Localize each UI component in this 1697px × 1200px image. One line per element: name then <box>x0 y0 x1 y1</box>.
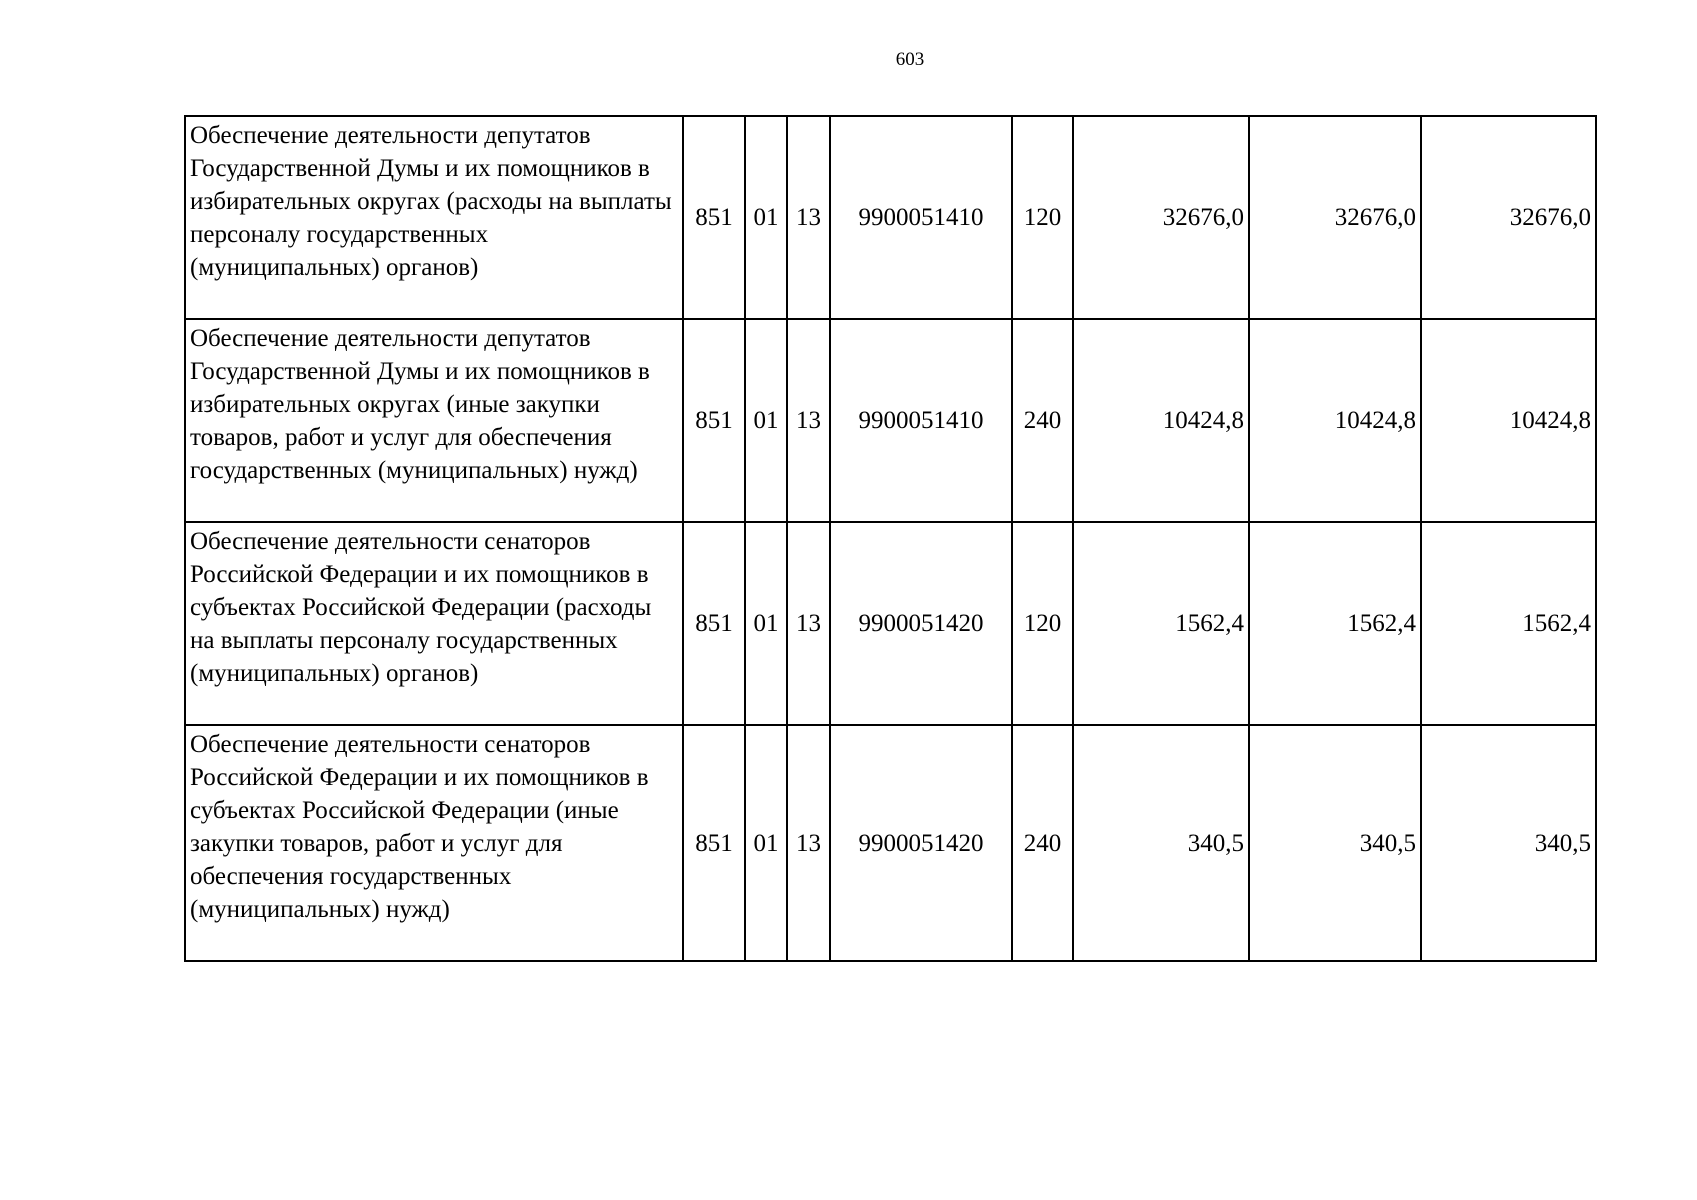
target-article-cell: 9900051410 <box>830 319 1012 522</box>
amount-cell-3: 32676,0 <box>1421 116 1596 319</box>
ministry-code-cell: 851 <box>683 522 745 725</box>
amount-cell-3: 10424,8 <box>1421 319 1596 522</box>
subsection-code-cell: 13 <box>787 725 830 961</box>
amount-cell-2: 340,5 <box>1249 725 1421 961</box>
expense-name-cell: Обеспечение деятельности сенаторов Российской Федерации и их помощников в субъектах Российской Федерации (расходы на выплаты персоналу государственных (муниципальных) органов) <box>185 522 683 725</box>
ministry-code-cell: 851 <box>683 319 745 522</box>
subsection-code-cell: 13 <box>787 116 830 319</box>
target-article-cell: 9900051410 <box>830 116 1012 319</box>
amount-cell-2: 10424,8 <box>1249 319 1421 522</box>
ministry-code-cell: 851 <box>683 725 745 961</box>
budget-table <box>184 115 1597 962</box>
amount-cell-1: 340,5 <box>1073 725 1249 961</box>
expense-type-cell: 240 <box>1012 319 1073 522</box>
ministry-code-cell: 851 <box>683 116 745 319</box>
amount-cell-2: 1562,4 <box>1249 522 1421 725</box>
page-number: 603 <box>895 49 925 70</box>
target-article-cell: 9900051420 <box>830 725 1012 961</box>
expense-name-cell: Обеспечение деятельности депутатов Государственной Думы и их помощников в избирательных округах (иные закупки товаров, работ и услуг для обеспечения государственных (муниципальных) нужд) <box>185 319 683 522</box>
expense-type-cell: 120 <box>1012 116 1073 319</box>
table-row <box>185 116 1596 319</box>
table-row <box>185 319 1596 522</box>
target-article-cell: 9900051420 <box>830 522 1012 725</box>
section-code-cell: 01 <box>745 725 787 961</box>
section-code-cell: 01 <box>745 522 787 725</box>
expense-name-cell: Обеспечение деятельности сенаторов Российской Федерации и их помощников в субъектах Российской Федерации (иные закупки товаров, работ и услуг для обеспечения государственных (муниципальных) нужд) <box>185 725 683 961</box>
amount-cell-2: 32676,0 <box>1249 116 1421 319</box>
amount-cell-3: 340,5 <box>1421 725 1596 961</box>
expense-name-cell: Обеспечение деятельности депутатов Государственной Думы и их помощников в избирательных округах (расходы на выплаты персоналу государственных (муниципальных) органов) <box>185 116 683 319</box>
section-code-cell: 01 <box>745 319 787 522</box>
amount-cell-1: 32676,0 <box>1073 116 1249 319</box>
subsection-code-cell: 13 <box>787 319 830 522</box>
amount-cell-1: 10424,8 <box>1073 319 1249 522</box>
subsection-code-cell: 13 <box>787 522 830 725</box>
expense-type-cell: 240 <box>1012 725 1073 961</box>
expense-type-cell: 120 <box>1012 522 1073 725</box>
section-code-cell: 01 <box>745 116 787 319</box>
amount-cell-1: 1562,4 <box>1073 522 1249 725</box>
table-row <box>185 725 1596 961</box>
amount-cell-3: 1562,4 <box>1421 522 1596 725</box>
table-row <box>185 522 1596 725</box>
